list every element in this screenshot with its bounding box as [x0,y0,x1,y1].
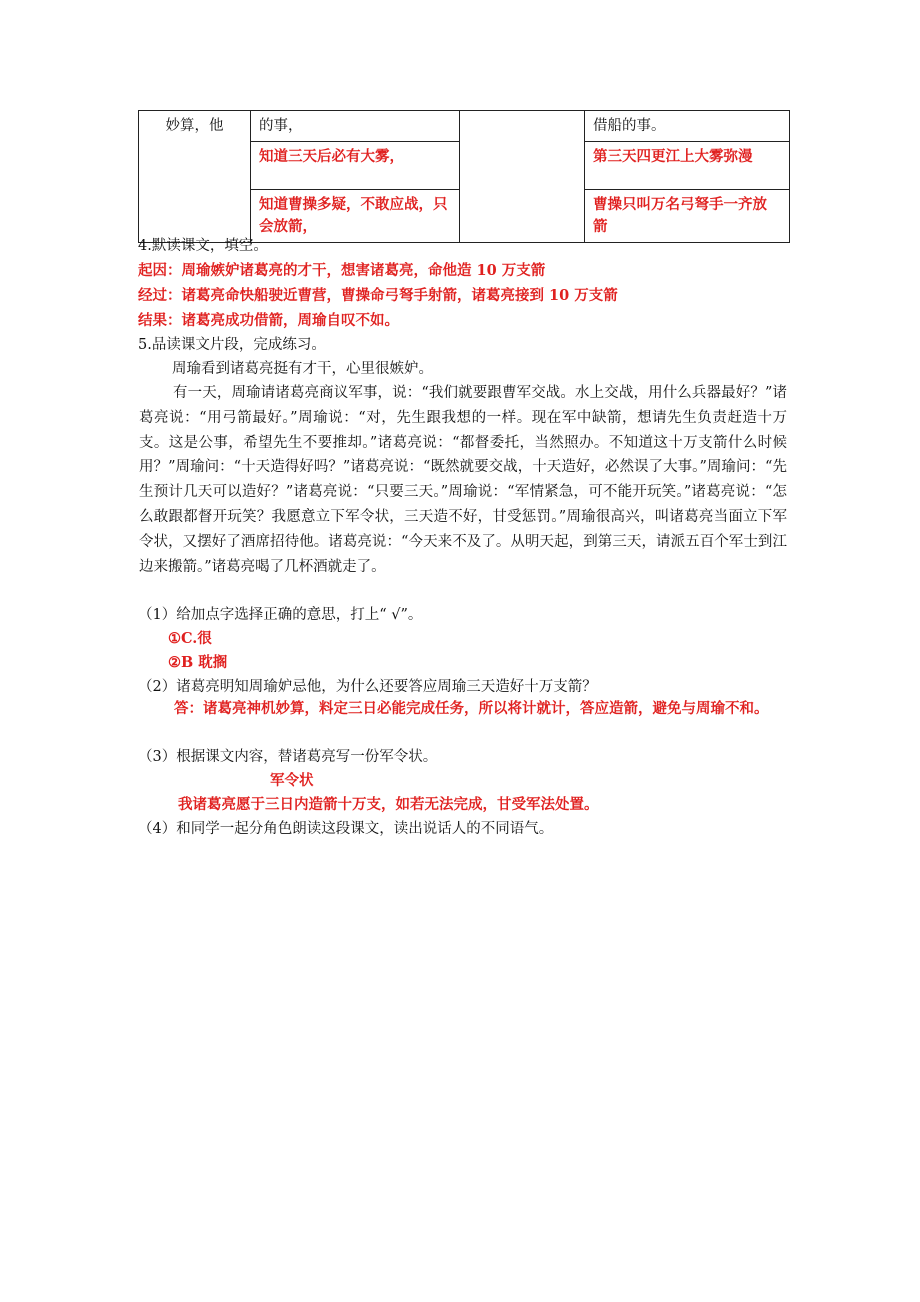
q5-title: 5.品读课文片段，完成练习。 [138,337,326,353]
question-4: （4）和同学一起分角色朗读这段课文，读出说话人的不同语气。 [138,821,554,837]
table-cell-answer: 知道三天后必有大雾， [251,142,460,190]
answer-2: 答：诸葛亮神机妙算，料定三日必能完成任务，所以将计就计，答应造箭，避免与周瑜不和。 [174,700,769,717]
question-3: （3）根据课文内容，替诸葛亮写一份军令状。 [138,749,438,765]
table-cell-label: 妙算，他 [139,111,251,243]
table-cell: 借船的事。 [585,111,790,142]
table-cell-answer: 第三天四更江上大雾弥漫 [585,142,790,190]
table-cell-answer: 知道曹操多疑，不敢应战，只会放箭， [251,190,460,243]
question-1: （1）给加点字选择正确的意思，打上“ √”。 [138,607,423,623]
answer-1b: ②B 耽搁 [168,654,228,671]
military-order-body: 我诸葛亮愿于三日内造箭十万支，如若无法完成，甘受军法处置。 [178,796,599,813]
table-cell-empty [460,111,585,243]
q4-process: 经过：诸葛亮命快船驶近曹营，曹操命弓弩手射箭，诸葛亮接到 10 万支箭 [138,287,618,304]
table-cell-answer: 曹操只叫万名弓弩手一齐放箭 [585,190,790,243]
question-2: （2）诸葛亮明知周瑜妒忌他，为什么还要答应周瑜三天造好十万支箭？ [138,679,597,695]
passage-paragraph-1: 周瑜看到诸葛亮挺有才干，心里很嫉妒。 [172,361,433,377]
comparison-table [138,110,790,243]
q4-cause: 起因：周瑜嫉妒诸葛亮的才干，想害诸葛亮，命他造 10 万支箭 [138,262,546,279]
table-cell: 的事， [251,111,460,142]
military-order-title: 军令状 [270,772,314,789]
q4-result: 结果：诸葛亮成功借箭，周瑜自叹不如。 [138,312,399,329]
q4-title: 4.默读课文，填空。 [138,238,268,254]
answer-1a: ①C.很 [168,630,212,647]
passage-paragraph-2: 有一天，周瑜请诸葛亮商议军事，说：“我们就要跟曹军交战。水上交战，用什么兵器最好？”诸葛亮说：“用弓箭最好。”周瑜说：“对，先生跟我想的一样。现在军中缺箭，想请先生负责赶造十万支。这是公事，希望先生不要推却。”诸葛亮说：“都督委托，当然照办。不知道这十万支箭什么时候用？”周瑜问：“十天造得好吗？”诸葛亮说：“既然就要交战，十天造好，必然误了大事。”周瑜问：“先生预计几天可以造好？”诸葛亮说：“只要三天。”周瑜说：“军情紧急，可不能开玩笑。”诸葛亮说：“怎么敢跟都督开玩笑？我愿意立下军令状，三天造不好，甘受惩罚。”周瑜很高兴，叫诸葛亮当面立下军令状，又摆好了酒席招待他。诸葛亮说：“今天来不及了。从明天起，到第三天，请派五百个军士到江边来搬箭。”诸葛亮喝了几杯酒就走了。 [139,385,787,575]
